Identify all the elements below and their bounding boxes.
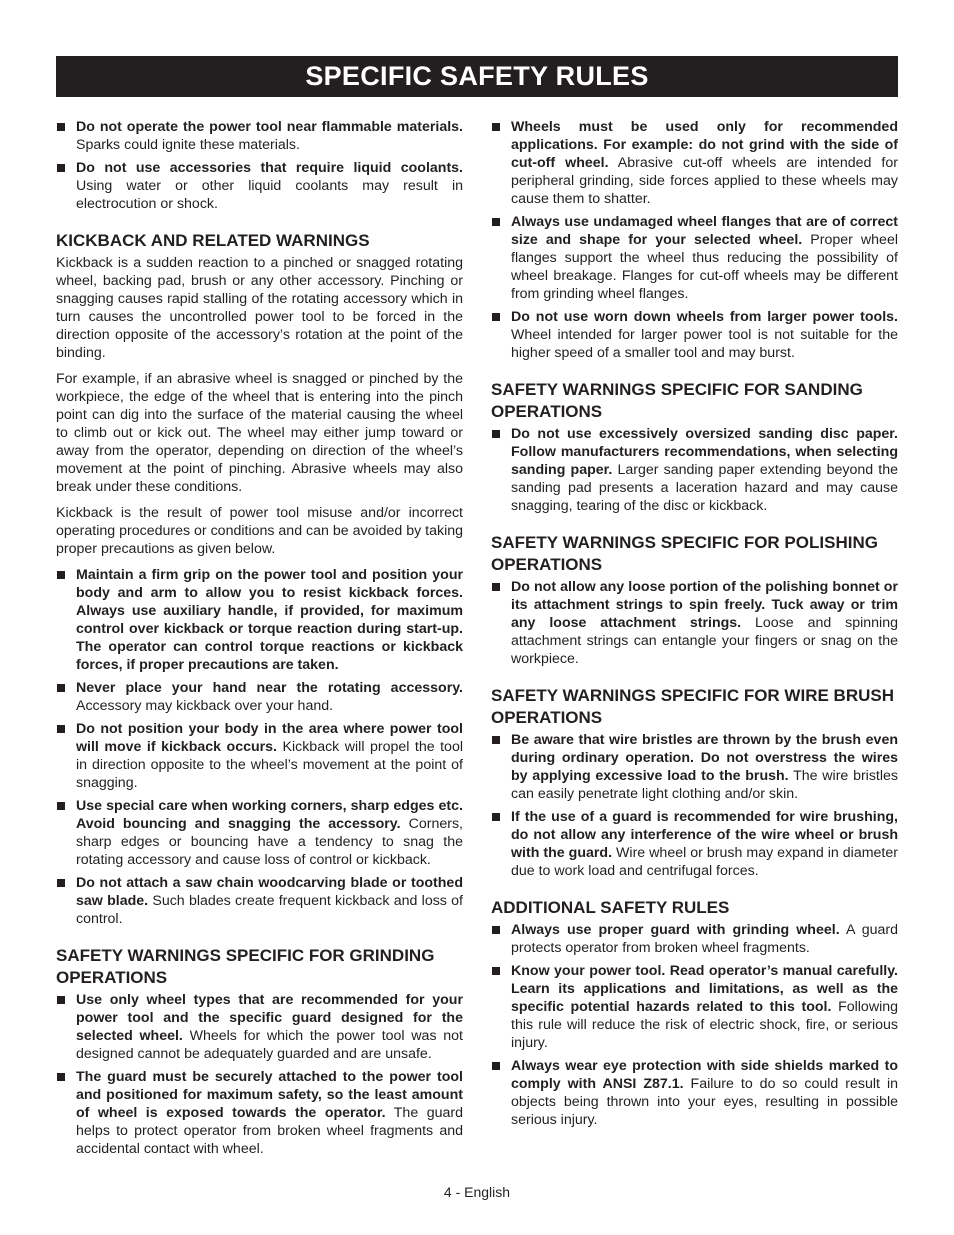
list-item (491, 118, 898, 208)
square-bullet-icon (57, 123, 65, 131)
list-item (56, 679, 463, 715)
rule-text: Larger sanding paper extending beyond the sanding pad presents a laceration hazard and may cause snagging, tearing of the disc or kickback. (511, 462, 898, 514)
rule-bold: Always use undamaged wheel flanges that are of correct size and shape for your selected wheel. (511, 214, 898, 248)
square-bullet-icon (57, 996, 65, 1004)
rule-text: Following this rule will reduce the risk of electric shock, fire, or serious injury. (511, 999, 898, 1051)
list-item (491, 425, 898, 515)
rule-bold: Be aware that wire bristles are thrown by the brush even during ordinary operation. Do not overstress the wires by applying excessive load to the brush. (511, 732, 898, 784)
square-bullet-icon (57, 1073, 65, 1081)
rule-text: Kickback will propel the tool in direction opposite to the wheel’s movement at the point of snagging. (76, 739, 463, 791)
rule-text: The guard helps to protect operator from broken wheel fragments and accidental contact with wheel. (76, 1105, 463, 1157)
rule-bold: Do not use worn down wheels from larger power tools. (511, 309, 898, 325)
square-bullet-icon (57, 571, 65, 579)
paragraph: For example, if an abrasive wheel is snagged or pinched by the workpiece, the edge of the wheel that is entering into the pinch point can dig into the surface of the material causing the wheel to climb out or kick out. The wheel may either jump toward or away from the operator, depending on direction of the wheel’s movement at the point of pinching. Abrasive wheels may also break under these conditions. (56, 371, 463, 495)
rule-bold: If the use of a guard is recommended for wire brushing, do not allow any interference of the wire wheel or brush with the guard. (511, 809, 898, 861)
rule-bold: Do not attach a saw chain woodcarving blade or toothed saw blade. (76, 875, 463, 909)
list-item (56, 566, 463, 674)
rule-text: Sparks could ignite these materials. (76, 137, 300, 153)
list-item (56, 874, 463, 928)
paragraph: Kickback is a sudden reaction to a pinched or snagged rotating wheel, backing pad, brush or any other accessory. Pinching or snagging causes rapid stalling of the rotating accessory which in turn causes the uncontrolled power tool to be forced in the direction opposite of the accessory’s rotation at the point of the binding. (56, 255, 463, 361)
rule-bold: Do not operate the power tool near flammable materials. (76, 119, 463, 135)
paragraph: Kickback is the result of power tool misuse and/or incorrect operating procedures or conditions and can be avoided by taking proper precautions as given below. (56, 505, 463, 557)
rule-text: Proper wheel flanges support the wheel thus reducing the possibility of wheel breakage. Flanges for cut-off wheels may be different from grinding wheel flanges. (511, 232, 898, 302)
list-item (491, 578, 898, 668)
rule-text: Accessory may kickback over your hand. (76, 698, 334, 714)
square-bullet-icon (492, 967, 500, 975)
page-title: SPECIFIC SAFETY RULES (56, 56, 898, 97)
rule-bold: Know your power tool. Read operator’s manual carefully. Learn its applications and limitations, as well as the specific potential hazards related to this tool. (511, 963, 898, 1015)
list-item (491, 731, 898, 803)
square-bullet-icon (492, 123, 500, 131)
rule-bold: Do not allow any loose portion of the polishing bonnet or its attachment strings to spin freely. Tuck away or trim any loose attachment strings. (511, 579, 898, 631)
list-item (491, 808, 898, 880)
list-item (56, 1068, 463, 1158)
rule-bold: Wheels must be used only for recommended applications. For example: do not grind with the side of cut-off wheel. (511, 119, 898, 171)
square-bullet-icon (57, 684, 65, 692)
rule-text: Loose and spinning attachment strings can entangle your fingers or snag on the workpiece. (511, 615, 898, 667)
section-heading-grinding: SAFETY WARNINGS SPECIFIC FOR GRINDING OPERATIONS (56, 946, 435, 987)
rule-text: Abrasive cut-off wheels are intended for peripheral grinding, side forces applied to these wheels may cause them to shatter. (511, 155, 898, 207)
section-heading-additional: ADDITIONAL SAFETY RULES (491, 898, 730, 917)
list-item (491, 962, 898, 1052)
square-bullet-icon (492, 218, 500, 226)
right-column (491, 118, 898, 1134)
square-bullet-icon (57, 725, 65, 733)
list-item (491, 1057, 898, 1129)
rule-bold: Use special care when working corners, sharp edges etc. Avoid bouncing and snagging the accessory. (76, 798, 463, 832)
page-footer: 4 - English (443, 1184, 511, 1200)
square-bullet-icon (492, 1062, 500, 1070)
rule-bold: Do not position your body in the area where power tool will move if kickback occurs. (76, 721, 463, 755)
list-item (491, 308, 898, 362)
rule-text: Wheels for which the power tool was not designed cannot be adequately guarded and are unsafe. (76, 1028, 463, 1062)
rule-text: A guard protects operator from broken wheel fragments. (511, 922, 898, 956)
left-column (56, 118, 463, 1163)
square-bullet-icon (492, 313, 500, 321)
list-item (491, 213, 898, 303)
square-bullet-icon (57, 164, 65, 172)
rule-bold: The guard must be securely attached to the power tool and positioned for maximum safety, so the least amount of wheel is exposed towards the operator. (76, 1069, 463, 1121)
rule-bold: Do not use accessories that require liquid coolants. (76, 160, 463, 176)
square-bullet-icon (492, 583, 500, 591)
section-heading-polishing: SAFETY WARNINGS SPECIFIC FOR POLISHING OPERATIONS (491, 533, 878, 574)
square-bullet-icon (57, 802, 65, 810)
rule-bold: Always use proper guard with grinding wheel. (511, 922, 840, 938)
rule-text: Such blades create frequent kickback and loss of control. (76, 893, 463, 927)
list-item (56, 797, 463, 869)
rule-text: Wheel intended for larger power tool is not suitable for the higher speed of a smaller tool and may burst. (511, 327, 898, 361)
square-bullet-icon (492, 813, 500, 821)
square-bullet-icon (57, 879, 65, 887)
square-bullet-icon (492, 430, 500, 438)
section-heading-wire-brush: SAFETY WARNINGS SPECIFIC FOR WIRE BRUSH OPERATIONS (491, 686, 894, 727)
section-heading-kickback: KICKBACK AND RELATED WARNINGS (56, 231, 370, 250)
rule-text: Failure to do so could result in objects being thrown into your eyes, resulting in possible serious injury. (511, 1076, 898, 1128)
list-item (491, 921, 898, 957)
list-item (56, 991, 463, 1063)
rule-bold: Use only wheel types that are recommended for your power tool and the specific guard designed for the selected wheel. (76, 992, 463, 1044)
list-item (56, 118, 463, 154)
rule-text: Using water or other liquid coolants may result in electrocution or shock. (76, 178, 463, 212)
square-bullet-icon (492, 736, 500, 744)
rule-bold: Never place your hand near the rotating accessory. (76, 680, 463, 696)
rule-bold: Always wear eye protection with side shields marked to comply with ANSI Z87.1. (511, 1058, 898, 1092)
rule-bold: Do not use excessively oversized sanding disc paper. Follow manufacturers recommendations, when selecting sanding paper. (511, 426, 898, 478)
rule-bold: Maintain a firm grip on the power tool and position your body and arm to allow you to resist kickback forces. Always use auxiliary handle, if provided, for maximum control over kickback or torque reaction during start-up. The operator can control torque reactions or kickback forces, if proper precautions are taken. (76, 567, 463, 673)
list-item (56, 720, 463, 792)
rule-text: Wire wheel or brush may expand in diameter due to work load and centrifugal forces. (511, 845, 898, 879)
rule-text: Corners, sharp edges or bouncing have a tendency to snag the rotating accessory and cause loss of control or kickback. (76, 816, 463, 868)
list-item (56, 159, 463, 213)
section-heading-sanding: SAFETY WARNINGS SPECIFIC FOR SANDING OPERATIONS (491, 380, 863, 421)
square-bullet-icon (492, 926, 500, 934)
rule-text: The wire bristles can easily penetrate light clothing and/or skin. (511, 768, 899, 802)
